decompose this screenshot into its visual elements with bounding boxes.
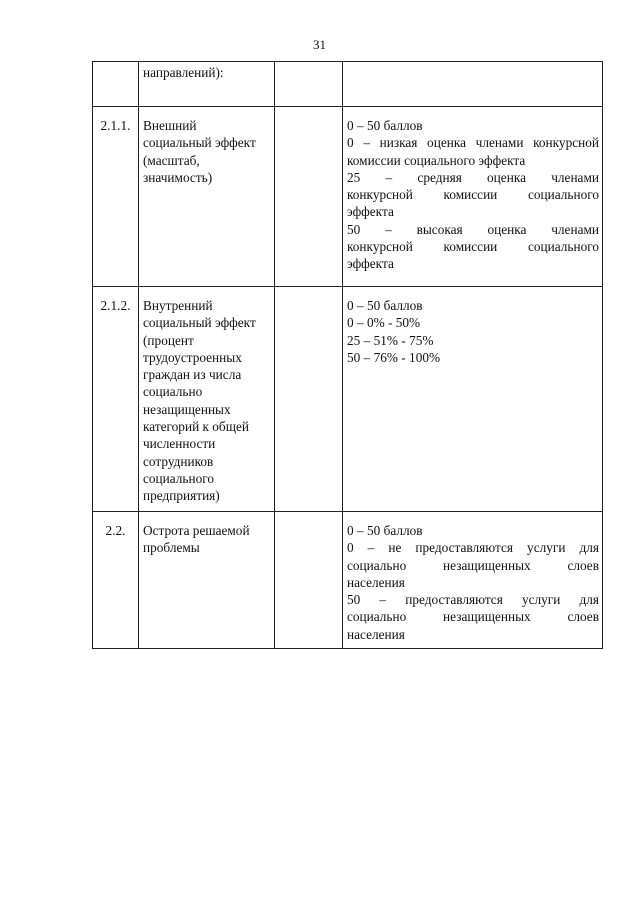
- criterion-name-line: категорий к общей: [143, 419, 249, 435]
- score-line: 0 – 50 баллов: [347, 118, 423, 133]
- table-row: [93, 287, 603, 512]
- score-line: 25 – 51% - 75%: [347, 332, 434, 348]
- page-number: 31: [313, 37, 326, 52]
- table-row: [93, 512, 603, 649]
- score-line: 0 – не предоставляются услуги для: [347, 540, 599, 556]
- score-line: 0 – низкая оценка членами конкурсной: [347, 135, 599, 151]
- score-line: 50 – высокая оценка членами: [347, 221, 599, 237]
- criterion-name-line: направлений):: [143, 65, 224, 80]
- criterion-name-cell: [139, 512, 275, 649]
- criterion-name-cell: [139, 62, 275, 107]
- criterion-name-line: численности: [143, 436, 216, 452]
- score-line: социально незащищенных слоев: [347, 609, 599, 625]
- score-line: 0 – 50 баллов: [347, 523, 423, 538]
- table-row: [93, 62, 603, 107]
- table-row: [93, 107, 603, 287]
- score-line: конкурсной комиссии социального: [347, 239, 599, 255]
- score-cell: [343, 287, 603, 512]
- criterion-name-line: проблемы: [143, 540, 200, 556]
- criterion-name-line: граждан из числа: [143, 367, 242, 383]
- score-line: населения: [347, 574, 405, 590]
- criterion-name-line: социального: [143, 470, 215, 486]
- score-cell: [343, 512, 603, 649]
- score-line: конкурсной комиссии социального: [347, 187, 599, 203]
- empty-cell: [275, 62, 343, 107]
- score-line: комиссии социального эффекта: [347, 152, 526, 168]
- score-line: 0 – 50 баллов: [347, 298, 423, 313]
- criteria-table: [92, 61, 603, 649]
- criterion-name-line: трудоустроенных: [143, 349, 242, 365]
- score-line: социально незащищенных слоев: [347, 557, 599, 573]
- criterion-name-line: Внутренний: [143, 298, 213, 313]
- criterion-name-line: социальный эффект: [143, 315, 256, 331]
- row-number-cell: [93, 62, 139, 107]
- criterion-name-line: социально: [143, 384, 203, 400]
- criterion-name-cell: [139, 107, 275, 287]
- criterion-name-line: социальный эффект: [143, 135, 256, 151]
- empty-cell: [275, 107, 343, 287]
- row-number-cell: 2.2.: [93, 512, 139, 649]
- score-cell: [343, 107, 603, 287]
- criterion-name-line: (процент: [143, 332, 194, 348]
- score-line: 50 – 76% - 100%: [347, 349, 441, 365]
- score-line: 25 – средняя оценка членами: [347, 169, 599, 185]
- score-cell: [343, 62, 603, 107]
- criterion-name-line: Острота решаемой: [143, 523, 250, 538]
- score-line: 50 – предоставляются услуги для: [347, 592, 599, 608]
- empty-cell: [275, 512, 343, 649]
- criterion-name-line: (масштаб,: [143, 152, 200, 168]
- score-line: населения: [347, 626, 405, 642]
- criterion-name-line: сотрудников: [143, 453, 214, 469]
- criterion-name-line: незащищенных: [143, 401, 231, 417]
- criterion-name-line: предприятия): [143, 488, 220, 504]
- empty-cell: [275, 287, 343, 512]
- score-line: эффекта: [347, 204, 394, 220]
- row-number-cell: 2.1.1.: [93, 107, 139, 287]
- row-number-cell: 2.1.2.: [93, 287, 139, 512]
- criterion-name-cell: [139, 287, 275, 512]
- criterion-name-line: значимость): [143, 169, 213, 185]
- criterion-name-line: Внешний: [143, 118, 197, 133]
- score-line: эффекта: [347, 256, 394, 272]
- score-line: 0 – 0% - 50%: [347, 315, 421, 331]
